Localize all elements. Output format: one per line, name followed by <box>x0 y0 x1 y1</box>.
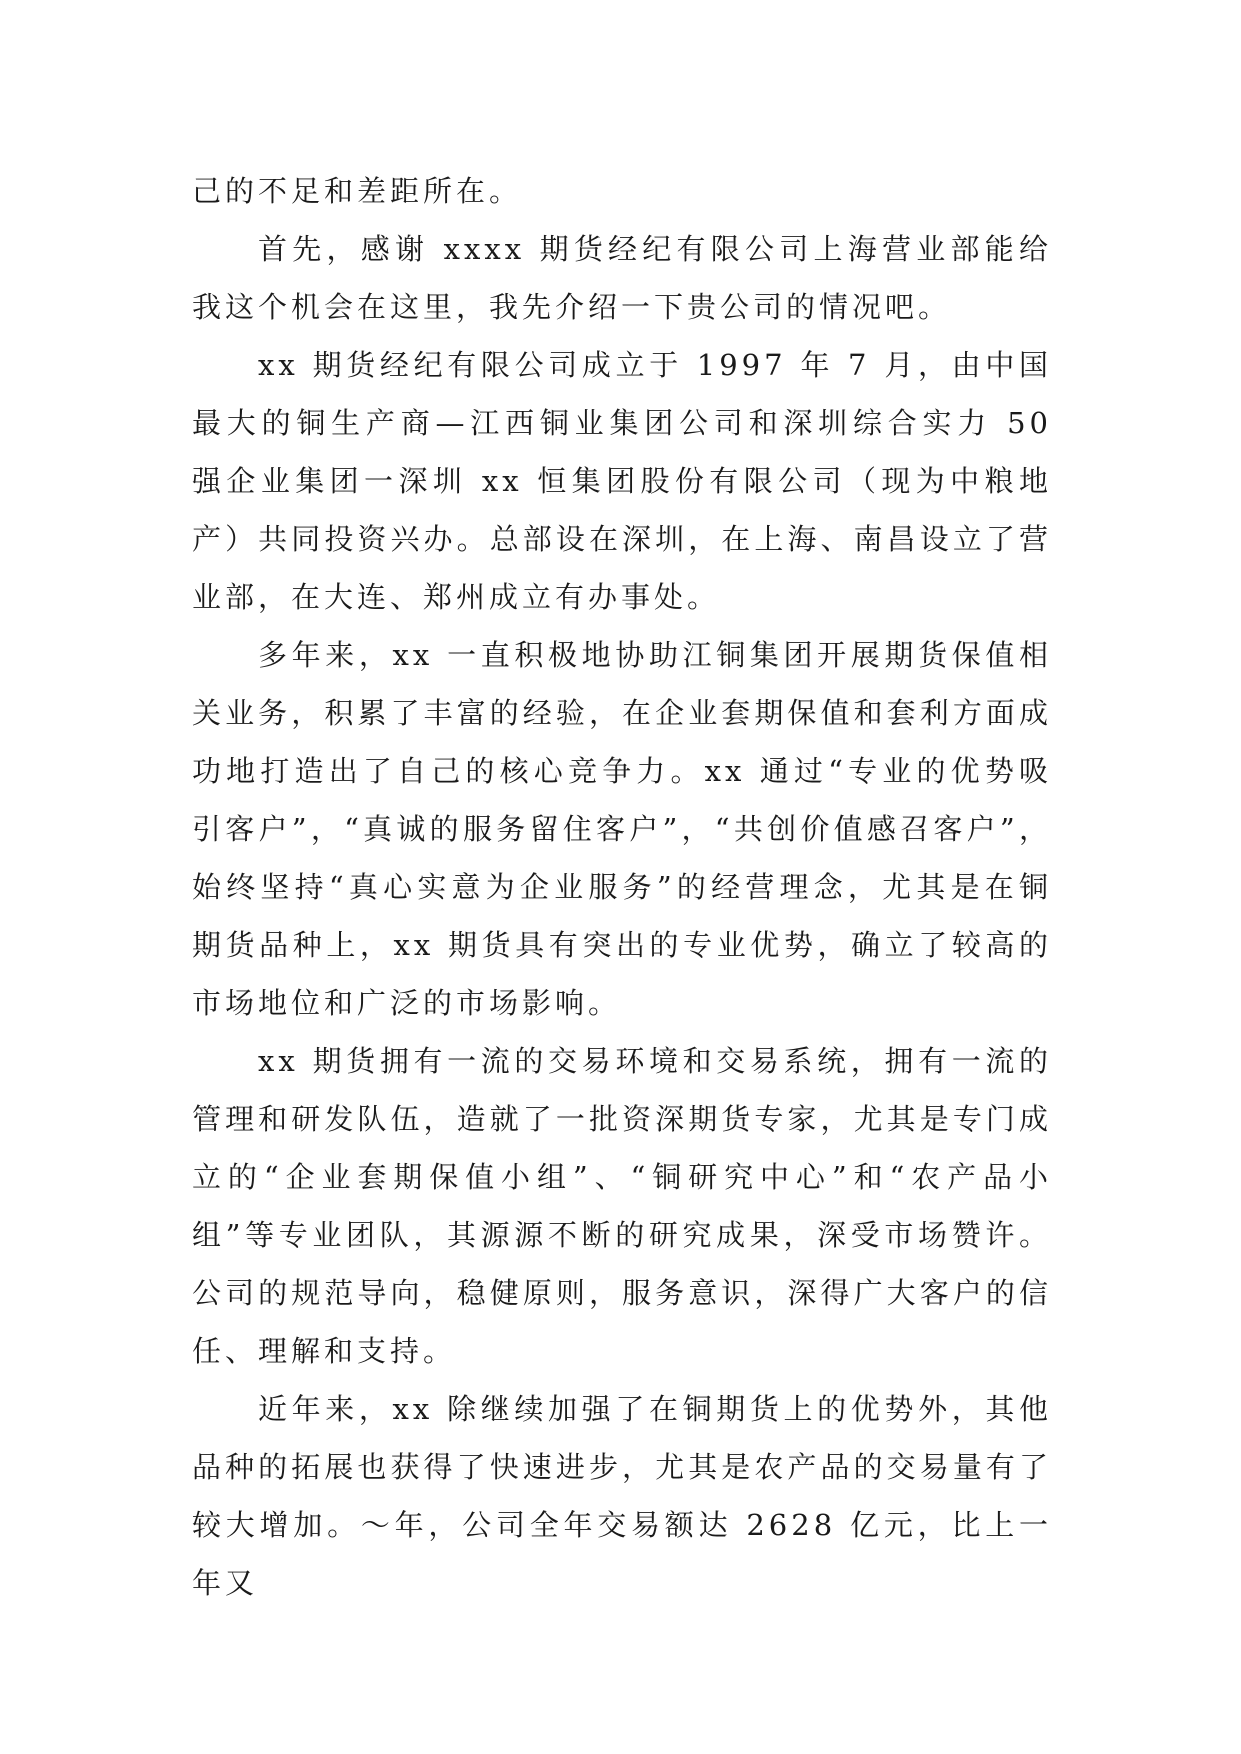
paragraph-1: 己的不足和差距所在。 <box>192 174 523 208</box>
paragraph-3: xx 期货经纪有限公司成立于 1997 年 7 月，由中国最大的铜生产商—江西铜业集团公司和深圳综合实力 50 强企业集团一深圳 xx 恒集团股份有限公司（现为中粮地产）共同投资兴办。总部设在深圳，在上海、南昌设立了营业部，在大连、郑州成立有办事处。 <box>192 348 1052 614</box>
paragraph-6: 近年来，xx 除继续加强了在铜期货上的优势外，其他品种的拓展也获得了快速进步，尤其是农产品的交易量有了较大增加。～年，公司全年交易额达 2628 亿元，比上一年又 <box>192 1392 1052 1600</box>
document-body <box>192 162 1052 1612</box>
paragraph-5: xx 期货拥有一流的交易环境和交易系统，拥有一流的管理和研发队伍，造就了一批资深期货专家，尤其是专门成立的“企业套期保值小组”、“铜研究中心”和“农产品小组”等专业团队，其源源不断的研究成果，深受市场赞许。公司的规范导向，稳健原则，服务意识，深得广大客户的信任、理解和支持。 <box>192 1044 1052 1368</box>
paragraph-2: 首先，感谢 xxxx 期货经纪有限公司上海营业部能给我这个机会在这里，我先介绍一下贵公司的情况吧。 <box>192 232 1052 324</box>
paragraph-4: 多年来，xx 一直积极地协助江铜集团开展期货保值相关业务，积累了丰富的经验，在企业套期保值和套利方面成功地打造出了自己的核心竞争力。xx 通过“专业的优势吸引客户”，“真诚的服务留住客户”，“共创价值感召客户”，始终坚持“真心实意为企业服务”的经营理念，尤其是在铜期货品种上，xx 期货具有突出的专业优势，确立了较高的市场地位和广泛的市场影响。 <box>192 638 1052 1020</box>
